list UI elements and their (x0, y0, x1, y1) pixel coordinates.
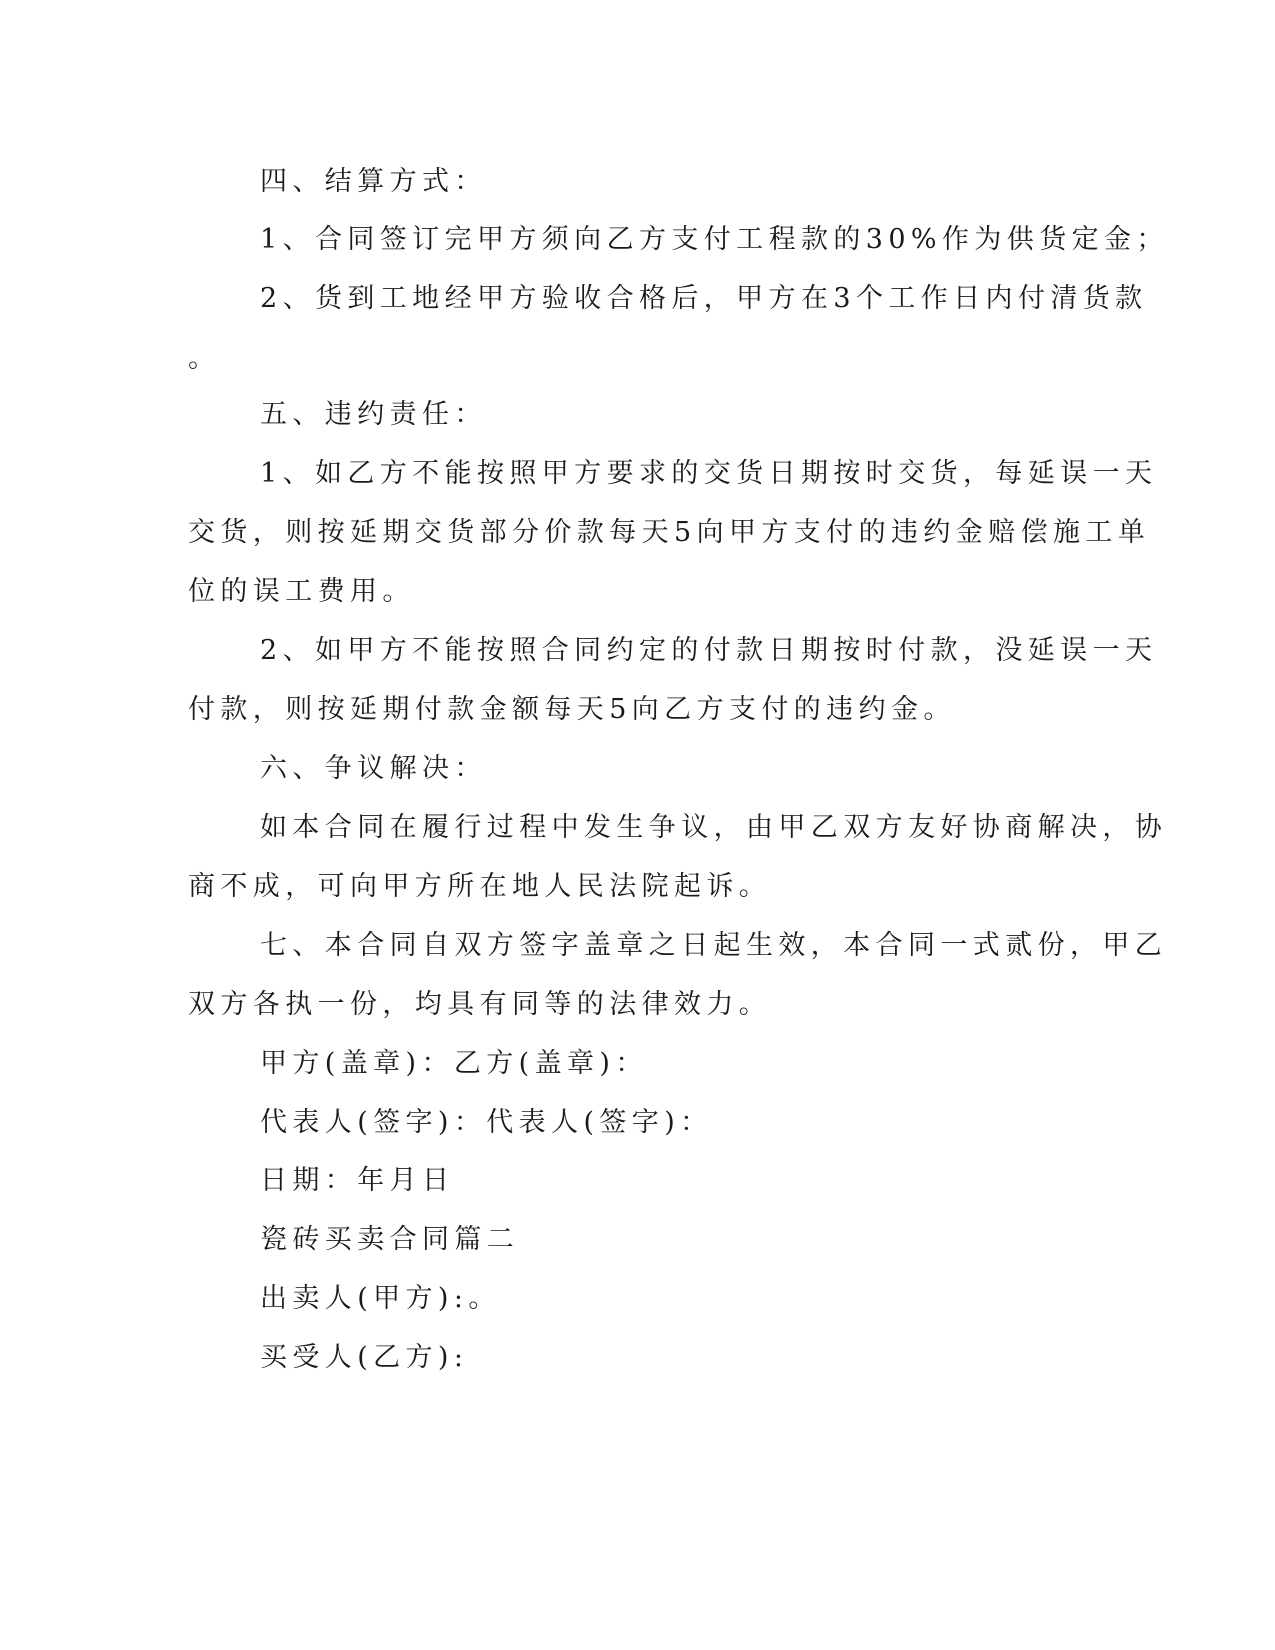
buyer-line: 买受人(乙方): (260, 1342, 469, 1373)
liability-clause-1-cont: 交货，则按延期交货部分价款每天5向甲方支付的违约金赔偿施工单 (188, 517, 1151, 548)
settlement-clause-2-cont: 。 (188, 343, 221, 374)
settlement-clause-2: 2、货到工地经甲方验收合格后，甲方在3个工作日内付清货款 (260, 283, 1148, 314)
section-heading-settlement: 四、结算方式： (260, 166, 487, 197)
date-line: 日期：年月日 (260, 1165, 455, 1196)
liability-clause-1: 1、如乙方不能按照甲方要求的交货日期按时交货，每延误一天 (260, 458, 1158, 489)
liability-clause-1-cont: 位的误工费用。 (188, 576, 415, 607)
section-heading-dispute: 六、争议解决： (260, 753, 487, 784)
dispute-clause-cont: 商不成，可向甲方所在地人民法院起诉。 (188, 871, 772, 902)
seller-line: 出卖人(甲方):。 (260, 1283, 501, 1314)
liability-clause-2-cont: 付款，则按延期付款金额每天5向乙方支付的违约金。 (188, 694, 956, 725)
section-heading-liability: 五、违约责任： (260, 399, 487, 430)
signature-line: 代表人(签字)：代表人(签字)： (260, 1107, 713, 1138)
dispute-clause: 如本合同在履行过程中发生争议，由甲乙双方友好协商解决，协 (260, 812, 1168, 843)
settlement-clause-1: 1、合同签订完甲方须向乙方支付工程款的30%作为供货定金； (260, 224, 1169, 255)
seal-line: 甲方(盖章)：乙方(盖章)： (260, 1048, 648, 1079)
contract-2-title: 瓷砖买卖合同篇二 (260, 1224, 520, 1255)
effect-clause: 七、本合同自双方签字盖章之日起生效，本合同一式贰份，甲乙 (260, 930, 1168, 961)
effect-clause-cont: 双方各执一份，均具有同等的法律效力。 (188, 989, 772, 1020)
liability-clause-2: 2、如甲方不能按照合同约定的付款日期按时付款，没延误一天 (260, 635, 1158, 666)
